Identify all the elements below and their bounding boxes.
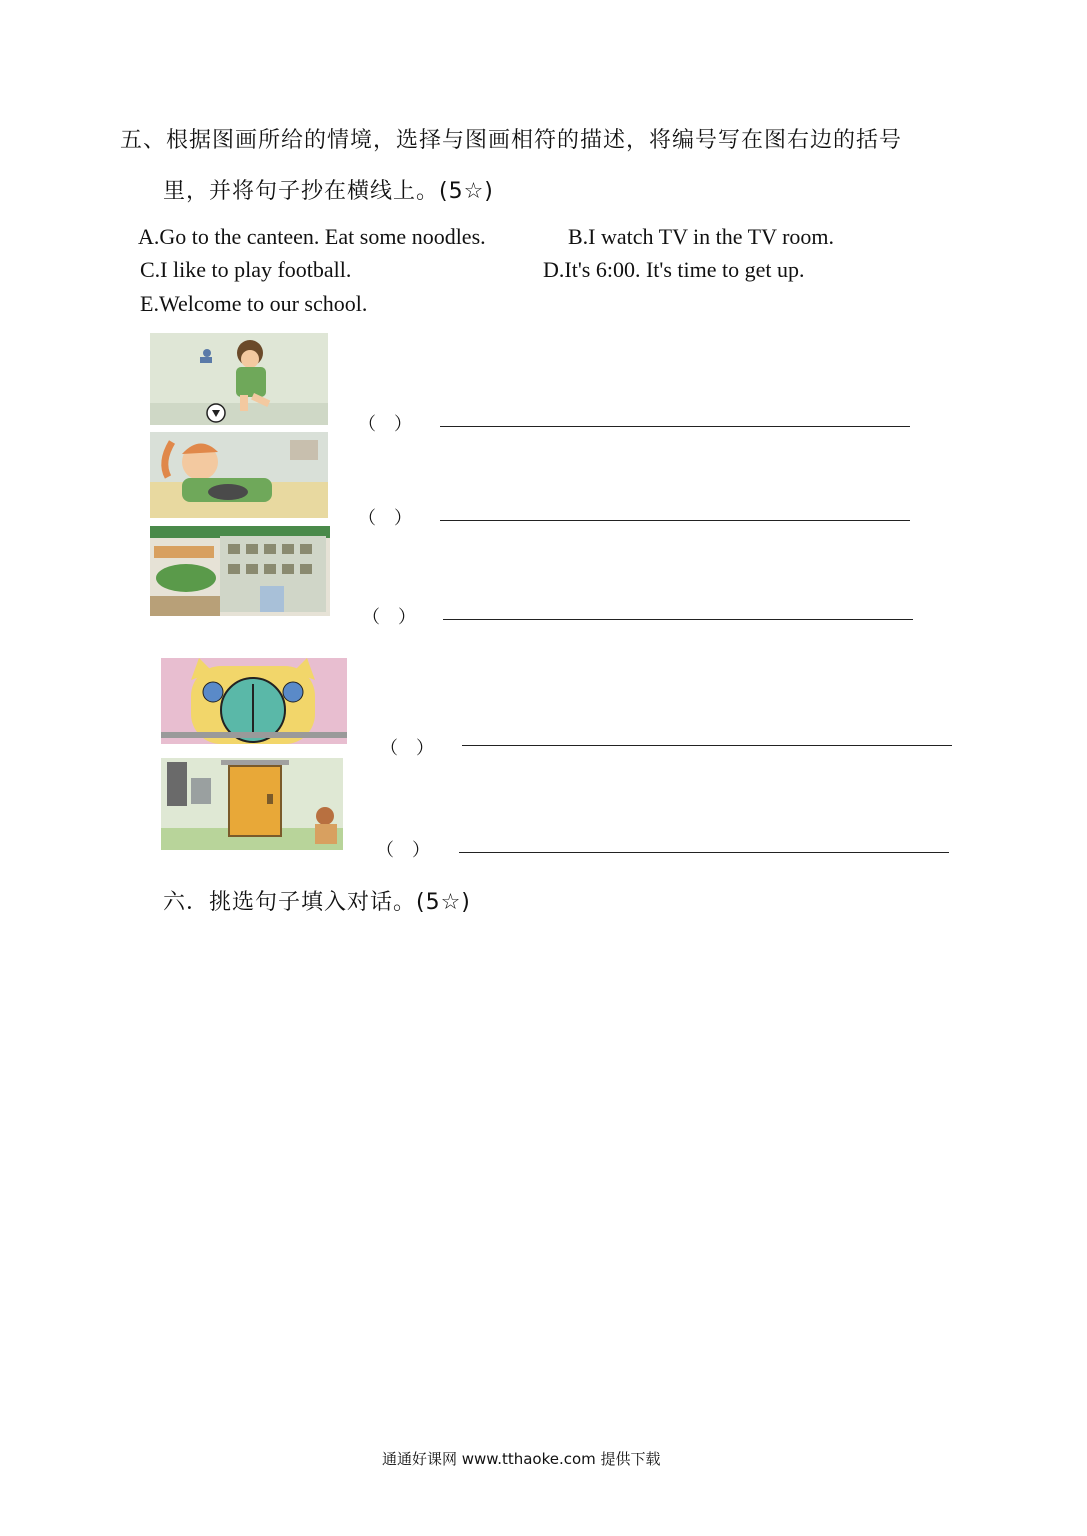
- answer-bracket-4[interactable]: （ ）: [380, 738, 434, 759]
- option-a: A.Go to the canteen. Eat some noodles.: [138, 224, 486, 249]
- school-building-picture: [150, 526, 330, 616]
- option-c: C.I like to play football.: [140, 257, 352, 282]
- tv-room-door-picture: [161, 758, 343, 850]
- section6-title: 六．挑选句子填入对话。(5☆): [163, 890, 471, 915]
- answer-line-5[interactable]: [459, 852, 949, 853]
- option-e: E.Welcome to our school.: [140, 291, 368, 316]
- section5-title-line1: 五、根据图画所给的情境，选择与图画相符的描述，将编号写在图右边的括号: [120, 128, 903, 153]
- answer-bracket-5[interactable]: （ ）: [376, 840, 430, 861]
- answer-line-4[interactable]: [462, 745, 952, 746]
- option-d: D.It's 6:00. It's time to get up.: [543, 257, 805, 282]
- boy-kicking-football-picture: [150, 333, 328, 425]
- answer-bracket-2[interactable]: （ ）: [358, 508, 412, 529]
- girl-eating-noodles-picture: [150, 432, 328, 518]
- answer-bracket-3[interactable]: （ ）: [362, 607, 416, 628]
- footer-text: 通通好课网 www.tthaoke.com 提供下载: [382, 1450, 661, 1468]
- alarm-clock-picture: [161, 658, 347, 744]
- option-b: B.I watch TV in the TV room.: [568, 224, 835, 249]
- answer-line-3[interactable]: [443, 619, 913, 620]
- answer-bracket-1[interactable]: （ ）: [358, 414, 412, 435]
- answer-line-1[interactable]: [440, 426, 910, 427]
- section5-title-line2: 里，并将句子抄在横线上。(5☆): [163, 179, 494, 204]
- answer-line-2[interactable]: [440, 520, 910, 521]
